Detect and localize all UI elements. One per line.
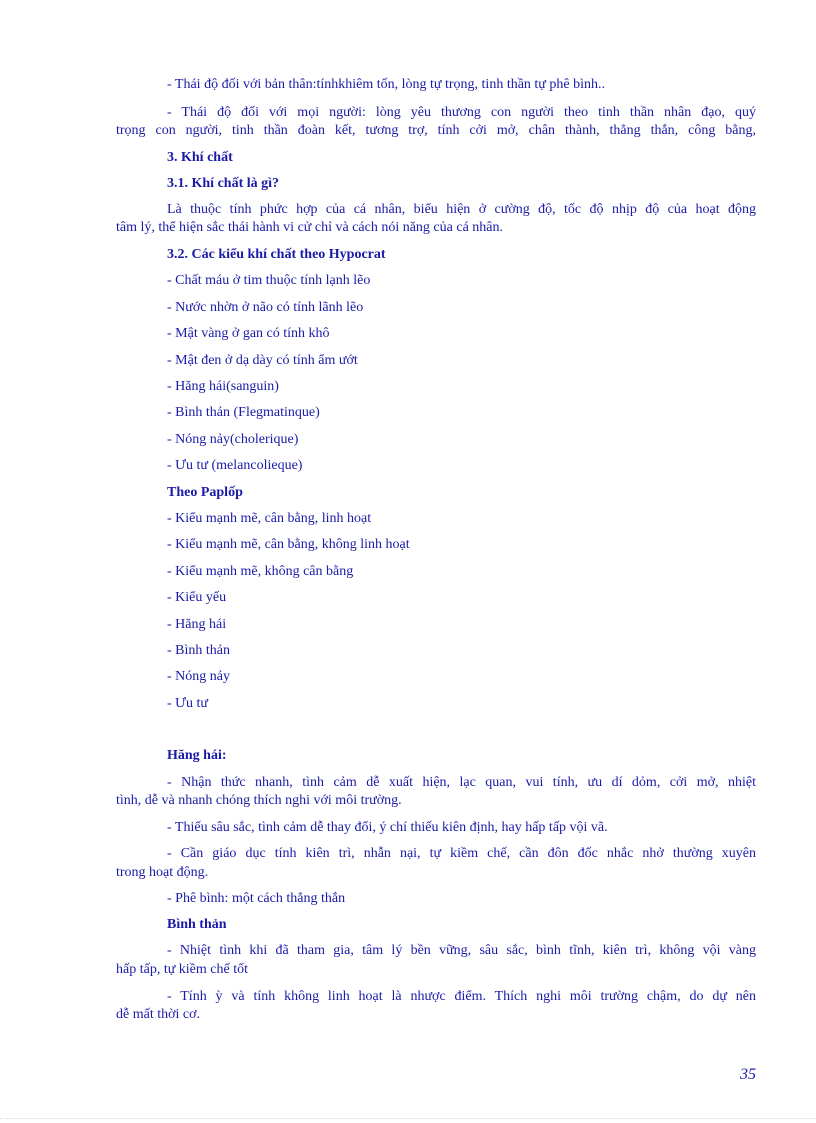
text-line: - Thiếu sâu sắc, tình cảm dễ thay đổi, ý chí thiếu kiên định, hay hấp tấp vội vã. <box>167 820 608 835</box>
list-item: - Kiểu mạnh mẽ, cân bằng, không linh hoạt <box>167 537 410 552</box>
text-line: - Nhiệt tình khi đã tham gia, tâm lý bền vững, sâu sắc, bình tĩnh, kiên trì, không vội vàng <box>167 943 756 958</box>
list-item: - Hăng hái <box>167 617 227 632</box>
page-bottom-rule <box>0 1118 816 1119</box>
subsection-heading: Bình thản <box>167 917 227 932</box>
list-item: - Kiểu yếu <box>167 590 227 605</box>
list-item: - Nóng nảy(cholerique) <box>167 432 299 447</box>
subsection-heading: Hăng hái: <box>167 748 227 763</box>
list-item: - Hăng hái(sanguin) <box>167 379 279 394</box>
text-line: hấp tấp, tự kiềm chế tốt <box>116 962 248 977</box>
text-line: - Tính ỳ và tính không linh hoạt là nhược điểm. Thích nghi môi trường chậm, do dự nên <box>167 989 756 1004</box>
list-item: - Chất máu ở tim thuộc tính lạnh lẽo <box>167 273 371 288</box>
text-line: trong hoạt động. <box>116 865 209 880</box>
text-line: tâm lý, thể hiện sắc thái hành vi cử chỉ và cách nói năng của cá nhân. <box>116 220 503 235</box>
subsection-heading: Theo Paplốp <box>167 485 243 500</box>
text-line: trọng con người, tinh thần đoàn kết, tương trợ, tính cởi mở, chân thành, thẳng thắn, công bằng, <box>116 123 756 138</box>
document-page <box>116 0 756 1123</box>
list-item: - Ưu tư (melancolieque) <box>167 458 303 473</box>
list-item: - Nóng nảy <box>167 669 230 684</box>
subsection-heading: 3.2. Các kiểu khí chất theo Hypocrat <box>167 247 386 262</box>
list-item: - Kiểu mạnh mẽ, cân bằng, linh hoạt <box>167 511 372 526</box>
text-line: - Cần giáo dục tính kiên trì, nhẫn nại, tự kiềm chế, cần đôn đốc nhắc nhở thường xuyên <box>167 846 756 861</box>
text-line: Là thuộc tính phức hợp của cá nhân, biểu hiện ở cường độ, tốc độ nhịp độ của hoạt động <box>167 202 756 217</box>
text-line: tình, dễ và nhanh chóng thích nghi với môi trường. <box>116 793 402 808</box>
page-number: 35 <box>740 1066 756 1083</box>
text-line: - Phê bình: một cách thẳng thắn <box>167 891 346 906</box>
text-line: dễ mất thời cơ. <box>116 1007 201 1022</box>
text-line: - Thái độ đối với mọi người: lòng yêu thương con người theo tinh thần nhân đạo, quý <box>167 105 756 120</box>
list-item: - Ưu tư <box>167 696 209 711</box>
list-item: - Bình thản (Flegmatinque) <box>167 405 320 420</box>
text-line: - Nhận thức nhanh, tình cảm dễ xuất hiện, lạc quan, vui tính, ưu dí dỏm, cởi mở, nhiệt <box>167 775 756 790</box>
text-line: - Thái độ đối với bản thân:tínhkhiêm tốn, lòng tự trọng, tinh thần tự phê bình.. <box>167 77 605 92</box>
list-item: - Mật đen ở dạ dày có tính ẩm ướt <box>167 353 358 368</box>
subsection-heading: 3.1. Khí chất là gì? <box>167 176 280 191</box>
list-item: - Bình thản <box>167 643 230 658</box>
list-item: - Kiểu mạnh mẽ, không cân bằng <box>167 564 354 579</box>
section-heading: 3. Khí chất <box>167 150 233 165</box>
list-item: - Nước nhờn ở não có tính lãnh lẽo <box>167 300 364 315</box>
list-item: - Mật vàng ở gan có tính khô <box>167 326 330 341</box>
